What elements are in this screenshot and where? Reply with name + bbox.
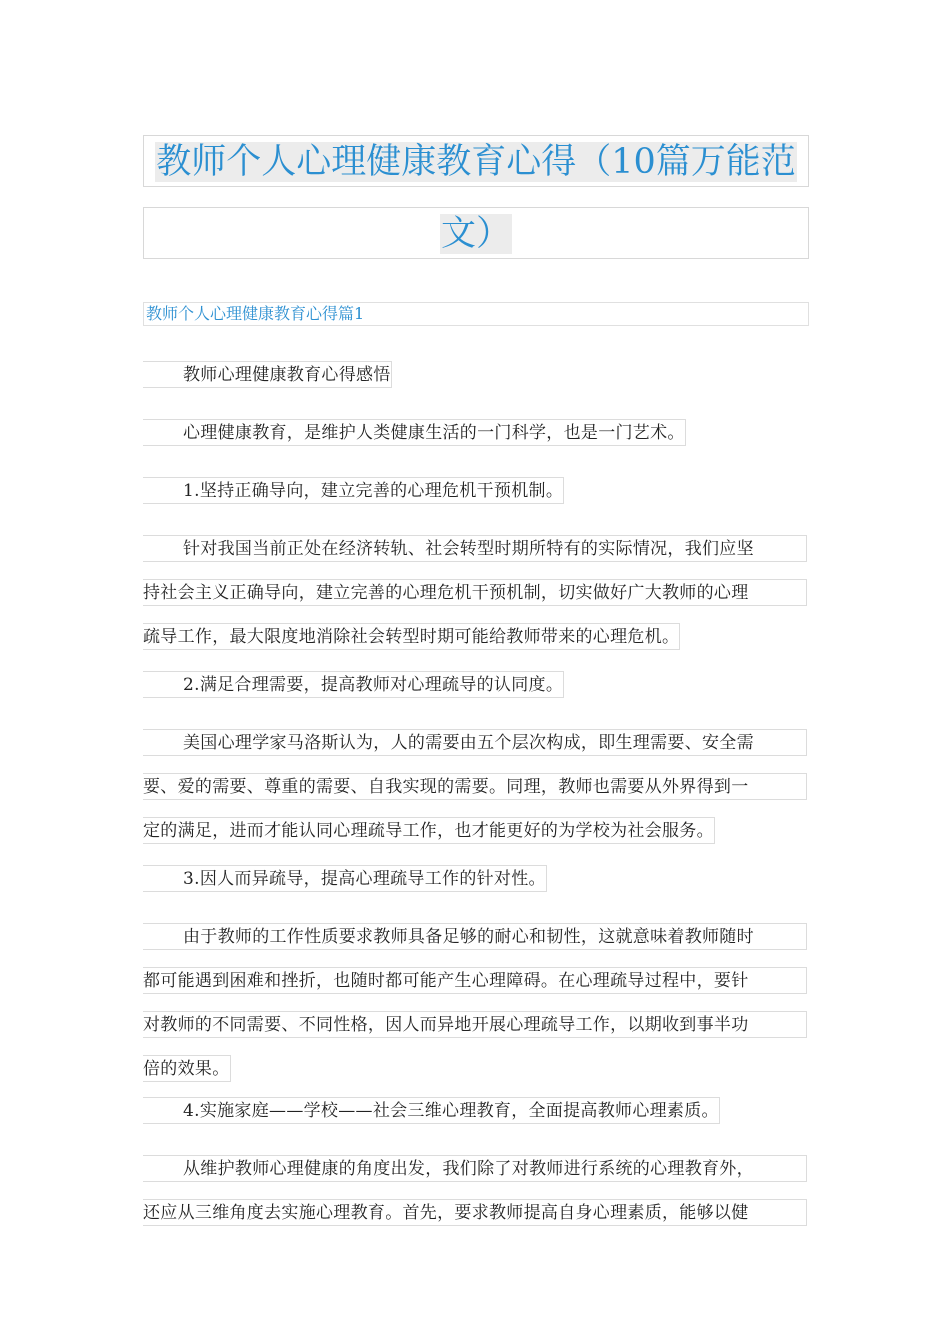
- paragraph-line: 由于教师的工作性质要求教师具备足够的耐心和韧性，这就意味着教师随时: [143, 923, 807, 950]
- paragraph-line: 1.坚持正确导向，建立完善的心理危机干预机制。: [143, 477, 564, 504]
- paragraph-line: 3.因人而异疏导，提高心理疏导工作的针对性。: [143, 865, 547, 892]
- paragraph-line: 还应从三维角度去实施心理教育。首先，要求教师提高自身心理素质，能够以健: [143, 1199, 807, 1226]
- paragraph-line: 美国心理学家马洛斯认为，人的需要由五个层次构成，即生理需要、安全需: [143, 729, 807, 756]
- paragraph-line: 对教师的不同需要、不同性格，因人而异地开展心理疏导工作，以期收到事半功: [143, 1011, 807, 1038]
- paragraph-line: 定的满足，进而才能认同心理疏导工作，也才能更好的为学校为社会服务。: [143, 817, 715, 844]
- paragraph: [143, 414, 686, 458]
- title-text-1: 教师个人心理健康教育心得（10篇万能范: [156, 142, 796, 182]
- paragraph: [143, 356, 392, 400]
- numbered-heading: [143, 1092, 720, 1136]
- paragraph-line: 倍的效果。: [143, 1055, 231, 1082]
- document-title-line-2: [143, 207, 809, 259]
- paragraph-line: 心理健康教育，是维护人类健康生活的一门科学，也是一门艺术。: [143, 419, 686, 446]
- section-heading: 教师个人心理健康教育心得篇1: [143, 302, 809, 326]
- paragraph-line: 都可能遇到困难和挫折，也随时都可能产生心理障碍。在心理疏导过程中，要针: [143, 967, 807, 994]
- numbered-heading: [143, 666, 564, 710]
- numbered-heading: [143, 472, 564, 516]
- paragraph-line: 教师心理健康教育心得感悟: [143, 361, 392, 388]
- paragraph-line: 从维护教师心理健康的角度出发，我们除了对教师进行系统的心理教育外，: [143, 1155, 807, 1182]
- paragraph-line: 2.满足合理需要，提高教师对心理疏导的认同度。: [143, 671, 564, 698]
- title-text-2: 文）: [440, 214, 511, 254]
- paragraph-line: 要、爱的需要、尊重的需要、自我实现的需要。同理，教师也需要从外界得到一: [143, 773, 807, 800]
- paragraph-line: 针对我国当前正处在经济转轨、社会转型时期所特有的实际情况，我们应坚: [143, 535, 807, 562]
- paragraph: [143, 530, 809, 662]
- paragraph-line: 持社会主义正确导向，建立完善的心理危机干预机制，切实做好广大教师的心理: [143, 579, 807, 606]
- paragraph: [143, 1150, 809, 1238]
- paragraph: [143, 724, 809, 856]
- numbered-heading: [143, 860, 547, 904]
- paragraph: [143, 918, 809, 1094]
- document-title-line-1: [143, 135, 809, 187]
- paragraph-line: 4.实施家庭——学校——社会三维心理教育，全面提高教师心理素质。: [143, 1097, 720, 1124]
- paragraph-line: 疏导工作，最大限度地消除社会转型时期可能给教师带来的心理危机。: [143, 623, 680, 650]
